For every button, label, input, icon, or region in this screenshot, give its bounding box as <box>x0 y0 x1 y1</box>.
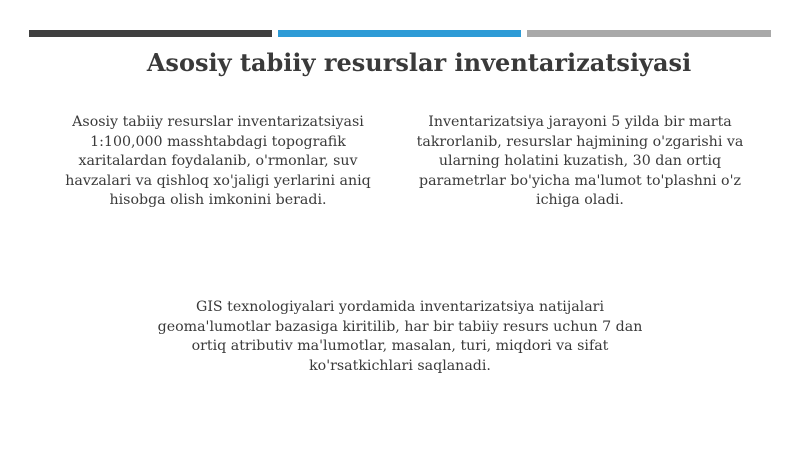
slide-title: Asosiy tabiiy resurslar inventarizatsiyasi <box>146 48 692 77</box>
left-paragraph: Asosiy tabiiy resurslar inventarizatsiyasi 1:100,000 masshtabdagi topografik xaritalardan foydalanib, o'rmonlar, suv havzalari va qishloq xo'jaligi yerlarini aniq hisobga olish imkonini beradi. <box>65 114 371 208</box>
bottom-paragraph: GIS texnologiyalari yordamida inventarizatsiya natijalari geoma'lumotlar bazasiga kiritilib, har bir tabiiy resurs uchun 7 dan ortiq atributiv ma'lumotlar, masalan, turi, miqdori va sifat ko'rsatkichlari saqlanadi. <box>157 299 643 374</box>
accent-bar-blue <box>278 30 521 37</box>
right-paragraph: Inventarizatsiya jarayoni 5 yilda bir marta takrorlanib, resurslar hajmining o'zgarishi va ularning holatini kuzatish, 30 dan ortiq parametrlar bo'yicha ma'lumot to'plashni o'z ichiga oladi. <box>416 114 744 208</box>
accent-bar-dark <box>29 30 272 37</box>
accent-bar-light <box>527 30 771 37</box>
